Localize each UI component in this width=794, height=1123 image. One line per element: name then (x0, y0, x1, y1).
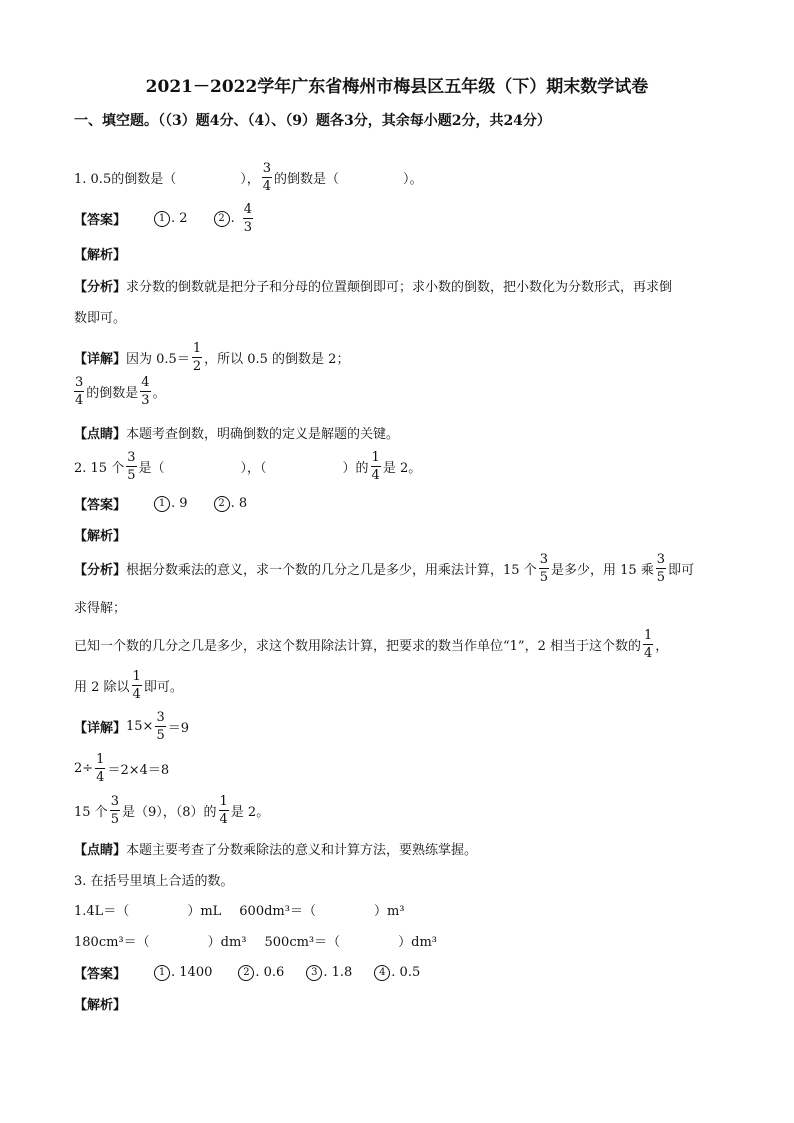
q3-text: 1.4L＝（ (74, 904, 130, 919)
answer-value: . (230, 211, 235, 226)
numerator: 1 (371, 450, 380, 465)
question-3: 3. 在括号里填上合适的数。 (74, 874, 234, 889)
answer-label: 【答案】 (74, 967, 127, 982)
denominator: 4 (371, 468, 380, 483)
detail-text: ＝9 (167, 721, 190, 736)
q3-answer (74, 963, 420, 982)
q3-text: 180cm³＝（ (74, 935, 150, 950)
numerator: 3 (127, 450, 136, 465)
fenxi-text: 求分数的倒数就是把分子和分母的位置颠倒即可；求小数的倒数，把小数化为分数形式，再求倒 (126, 280, 673, 295)
denominator: 5 (127, 468, 136, 483)
fenxi-text: 用 2 除以 (74, 680, 130, 695)
numerator: 3 (75, 375, 84, 390)
q3-text: ）dm³ (207, 935, 247, 950)
comment-text: 本题主要考查了分数乘除法的意义和计算方法，要熟练掌握。 (126, 843, 478, 858)
q1-text: 的倒数是（ (274, 172, 340, 187)
numerator: 3 (110, 794, 119, 809)
question-1 (74, 162, 423, 193)
detail-text: 是 2。 (230, 805, 270, 820)
fraction (262, 162, 272, 193)
fraction (219, 795, 229, 826)
circled-number: 1 (154, 211, 170, 227)
q1-text: ）。 (403, 172, 423, 187)
fenxi-label: 【分析】 (74, 280, 127, 295)
fraction (140, 376, 150, 407)
fraction (192, 342, 202, 373)
denominator: 2 (192, 359, 202, 374)
denominator: 5 (110, 812, 119, 827)
detail-text: 15× (126, 719, 154, 734)
detail-text: ，所以 0.5 的倒数是 2； (204, 352, 350, 367)
circled-number: 4 (374, 965, 390, 981)
q3-text: ）mL (187, 904, 222, 919)
q3-text: 600dm³＝（ (239, 904, 316, 919)
circled-number: 2 (238, 965, 254, 981)
q2-fenxi-3 (74, 629, 668, 660)
comment-label: 【点睛】 (74, 427, 127, 442)
denominator: 4 (219, 812, 228, 827)
q3-analysis-label (74, 994, 126, 1013)
answer-value: . 0.5 (391, 965, 421, 980)
detail-label: 【详解】 (74, 352, 127, 367)
fraction (656, 553, 666, 584)
fenxi-label: 【分析】 (74, 563, 127, 578)
fenxi-text: 已知一个数的几分之几是多少，求这个数用除法计算，把要求的数当作单位“1”，2 相当于这个数的 (74, 639, 641, 654)
q2-fenxi-1 (74, 553, 694, 584)
q2-text: 2. 15 个 (74, 461, 125, 476)
answer-value: . 2 (171, 211, 188, 226)
denominator: 4 (643, 646, 653, 661)
q1-analysis-label (74, 244, 126, 263)
denominator: 4 (132, 687, 141, 702)
denominator: 5 (156, 728, 165, 743)
q2-comment (74, 839, 477, 858)
q1-detail-2 (74, 376, 166, 407)
fenxi-text: 即可 (668, 563, 695, 578)
denominator: 5 (539, 570, 548, 585)
q2-fenxi-2: 求得解； (74, 601, 127, 616)
q2-text: 是 2。 (382, 461, 422, 476)
q2-detail-2 (74, 753, 169, 784)
numerator: 4 (243, 202, 252, 217)
circled-number: 1 (154, 965, 170, 981)
q1-fenxi (74, 276, 672, 295)
circled-number: 3 (306, 965, 322, 981)
analysis-label: 【解析】 (74, 998, 127, 1013)
q2-analysis-label (74, 525, 126, 544)
detail-text: 是（9），（8）的 (121, 805, 217, 820)
answer-value: . 0.6 (255, 965, 285, 980)
q2-text: 是（ (138, 461, 165, 476)
fenxi-text: 即可。 (143, 680, 183, 695)
fraction (132, 670, 142, 701)
numerator: 1 (132, 669, 141, 684)
q2-answer (74, 494, 247, 513)
circled-number: 1 (154, 496, 170, 512)
q2-text: ）的 (342, 461, 369, 476)
q2-detail-1 (74, 711, 189, 742)
numerator: 3 (262, 161, 272, 176)
fraction (95, 753, 105, 784)
fraction (539, 553, 549, 584)
q1-fenxi-cont: 数即可。 (74, 311, 127, 326)
q3-line-2 (74, 931, 437, 950)
question-2 (74, 451, 421, 482)
fraction (155, 711, 165, 742)
q1-text: 1. 0.5的倒数是（ (74, 172, 177, 187)
fraction (126, 451, 136, 482)
fraction (110, 795, 120, 826)
q2-detail-3 (74, 795, 269, 826)
q3-text: ）dm³ (398, 935, 438, 950)
fraction (371, 451, 381, 482)
q3-text: ）m³ (373, 904, 405, 919)
circled-number: 2 (214, 496, 230, 512)
numerator: 4 (141, 375, 150, 390)
page-title: 2021－2022学年广东省梅州市梅县区五年级（下）期末数学试卷 (145, 77, 649, 97)
fenxi-text: 是多少，用 15 乘 (550, 563, 654, 578)
analysis-label: 【解析】 (74, 529, 127, 544)
fraction (243, 203, 253, 234)
q2-text: ），（ (240, 461, 267, 476)
q1-answer (74, 203, 255, 234)
comment-label: 【点睛】 (74, 843, 127, 858)
detail-text: 因为 0.5＝ (126, 352, 190, 367)
fraction (643, 629, 653, 660)
q3-text: 500cm³＝（ (264, 935, 341, 950)
fenxi-text: ， (655, 639, 669, 654)
analysis-label: 【解析】 (74, 248, 127, 263)
q1-detail (74, 342, 349, 373)
denominator: 4 (262, 179, 272, 194)
comment-text: 本题考查倒数，明确倒数的定义是解题的关键。 (126, 427, 400, 442)
numerator: 1 (219, 794, 228, 809)
detail-text: ＝2×4＝8 (107, 763, 170, 778)
answer-label: 【答案】 (74, 213, 127, 228)
numerator: 3 (156, 710, 165, 725)
denominator: 4 (96, 770, 105, 785)
denominator: 3 (141, 393, 150, 408)
denominator: 3 (243, 220, 252, 235)
answer-value: . 1.8 (323, 965, 353, 980)
answer-value: . 1400 (171, 965, 213, 980)
answer-label: 【答案】 (74, 498, 127, 513)
answer-value: . 8 (230, 496, 248, 511)
detail-text: 2÷ (74, 761, 94, 776)
detail-label: 【详解】 (74, 721, 127, 736)
q3-line-1 (74, 900, 405, 919)
q1-comment (74, 423, 399, 442)
q1-text: ）， (240, 172, 260, 187)
detail-text: 的倒数是 (86, 386, 139, 401)
q2-fenxi-4 (74, 670, 183, 701)
circled-number: 2 (214, 211, 230, 227)
fenxi-text: 根据分数乘法的意义，求一个数的几分之几是多少，用乘法计算，15 个 (126, 563, 537, 578)
numerator: 1 (192, 341, 202, 356)
numerator: 3 (539, 552, 548, 567)
section-heading: 一、填空题。（（3）题4分、（4）、（9）题各3分，其余每小题2分，共24分） (74, 113, 551, 129)
fraction (74, 376, 84, 407)
detail-text: 15 个 (74, 805, 108, 820)
detail-text: 。 (152, 386, 166, 401)
numerator: 1 (96, 752, 105, 767)
denominator: 5 (656, 570, 666, 585)
numerator: 1 (643, 628, 653, 643)
numerator: 3 (656, 552, 666, 567)
denominator: 4 (75, 393, 84, 408)
answer-value: . 9 (171, 496, 188, 511)
